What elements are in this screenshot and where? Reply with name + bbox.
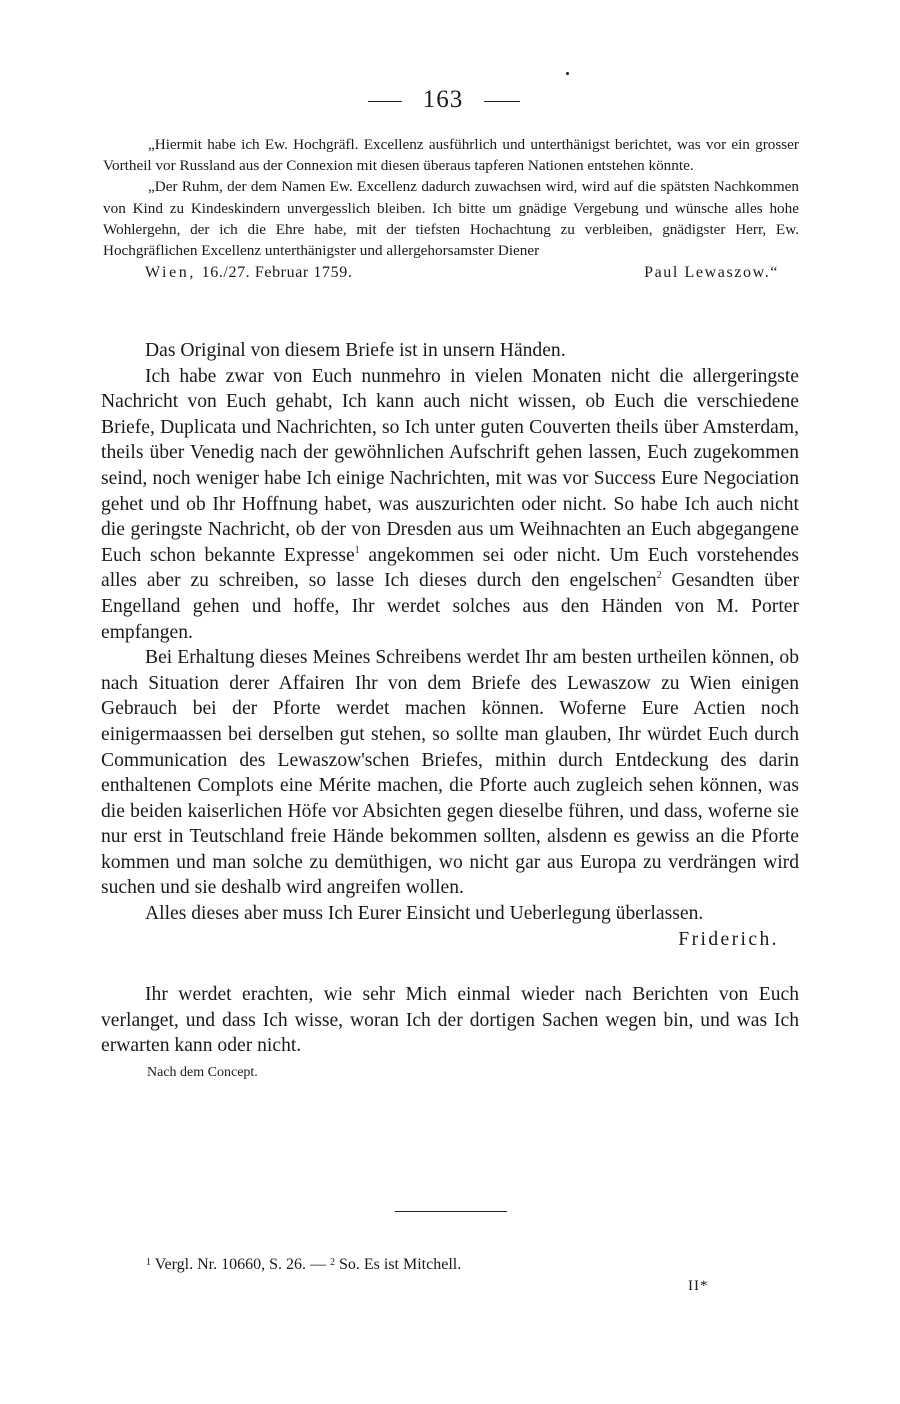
letter-signature-line — [103, 261, 799, 285]
footnote-text: So. Es ist Mitchell. — [334, 1256, 462, 1273]
ink-speck — [566, 72, 569, 75]
body-paragraph: Das Original von diesem Briefe ist in unsern Händen. — [145, 340, 566, 361]
spacer — [101, 952, 799, 982]
body-text: Ich habe zwar von Euch nunmehro in vielen Monaten nicht die allergeringste Nachricht von Euch gehabt, Ich kann auch nicht wissen, ob Euch die verschiedene Briefe, Duplicata und Nachrichten, so Ich unter guten Couverten theils über Amsterdam, theils über Venedig nach der gewöhnlichen Aufschrift gehen lassen, Euch zugekommen seind, noch weniger habe Ich einige Nachrichten, mit was vor Success Eure Negociation gehet und ob Ihr Hoffnung habet, was auszurichten oder nicht. So habe Ich auch nicht die geringste Nachricht, ob der von Dresden aus um Weihnachten an Euch abgegangene Euch schon bekannte Expresse — [101, 365, 799, 566]
header-dash-right — [484, 101, 520, 102]
page-header — [0, 86, 900, 116]
main-text — [101, 338, 799, 1083]
postscript: Ihr werdet erachten, wie sehr Mich einmal wieder nach Berichten von Euch verlanget, und dass Ich wisse, woran Ich der dortigen Sachen wegen bin, und was Ich erwarten kann oder nicht. — [101, 984, 799, 1057]
source-note: Nach dem Concept. — [147, 1065, 258, 1081]
letter-place-date — [145, 261, 352, 285]
footnote-mark: 2 — [329, 1257, 335, 1268]
footnote-ref: 2 — [656, 570, 662, 582]
footnotes — [146, 1254, 461, 1276]
body-paragraph: Bei Erhaltung dieses Meines Schreibens werdet Ihr am besten urtheilen können, ob nach Situation derer Affairen Ihr von dem Briefe des Lewaszow zu Wien einigen Gebrauch bei der Pforte werdet machen können. Woferne Eure Actien noch einigermaassen bei derselben gut stehen, so sollte man glauben, Ihr würdet Euch durch Communication des Lewaszow'schen Briefes, mithin durch Entdeckung des darin enthaltenen Complots eine Mérite machen, die Pforte auch zugleich sehen können, was die beiden kaiserlichen Höfe vor Absichten gegen dieselbe führen, und dass, woferne sie nur erst in Teutschland freie Hände bekommen sollten, alsdenn es gewiss an die Pforte kommen und man solche zu demüthigen, wo nicht gar aus Europa zu verdrängen wird suchen und sie deshalb wird angreifen wollen. — [101, 647, 799, 899]
letter-signer: Paul Lewaszow.“ — [644, 264, 779, 282]
letter-place: Wien, — [145, 264, 197, 282]
footnote-ref: 1 — [354, 544, 360, 556]
page-number: 163 — [422, 86, 464, 113]
body-text: angekommen sei oder nicht. Um Euch vorstehendes alles aber zu schreiben, so lasse Ich dieses durch den engelschen — [101, 544, 799, 592]
footnote-rule — [395, 1211, 507, 1212]
signature: Friderich. — [678, 928, 779, 950]
body-text: Gesandten über Engelland gehen und hoffe, Ihr werdet solches aus den Händen von M. Porter empfangen. — [101, 570, 799, 643]
body-paragraph: Alles dieses aber muss Ich Eurer Einsicht und Ueberlegung überlassen. — [145, 903, 704, 925]
letter-paragraph: „Hiermit habe ich Ew. Hochgräfl. Excellenz ausführlich und unterthänigst berichtet, was vor ein grosser Vortheil vor Russland aus der Connexion mit diesen überaus tapferen Nationen entstehen könnte. — [103, 136, 799, 175]
printer-signature-mark: II* — [688, 1278, 709, 1294]
letter-date: 16./27. Februar 1759. — [201, 264, 353, 282]
letter-paragraph: „Der Ruhm, der dem Namen Ew. Excellenz dadurch zuwachsen wird, wird auf die spätsten Nachkommen von Kind zu Kindeskindern unvergesslich bleiben. Ich bitte um gnädige Vergebung und wünsche alles hohe Wohlergehn, der ich die Ehre habe, mit der tiefsten Hochachtung zu verbleiben, gnädigster Herr, Ew. Hochgräflichen Excellenz unterthänigster und allergehorsamster Diener — [103, 178, 799, 260]
header-dash-left — [368, 101, 402, 102]
quoted-letter — [103, 134, 799, 285]
body-paragraph — [101, 364, 799, 646]
footnote-text: Vergl. Nr. 10660, S. 26. — — [151, 1256, 330, 1273]
footnote-mark: 1 — [146, 1257, 151, 1268]
